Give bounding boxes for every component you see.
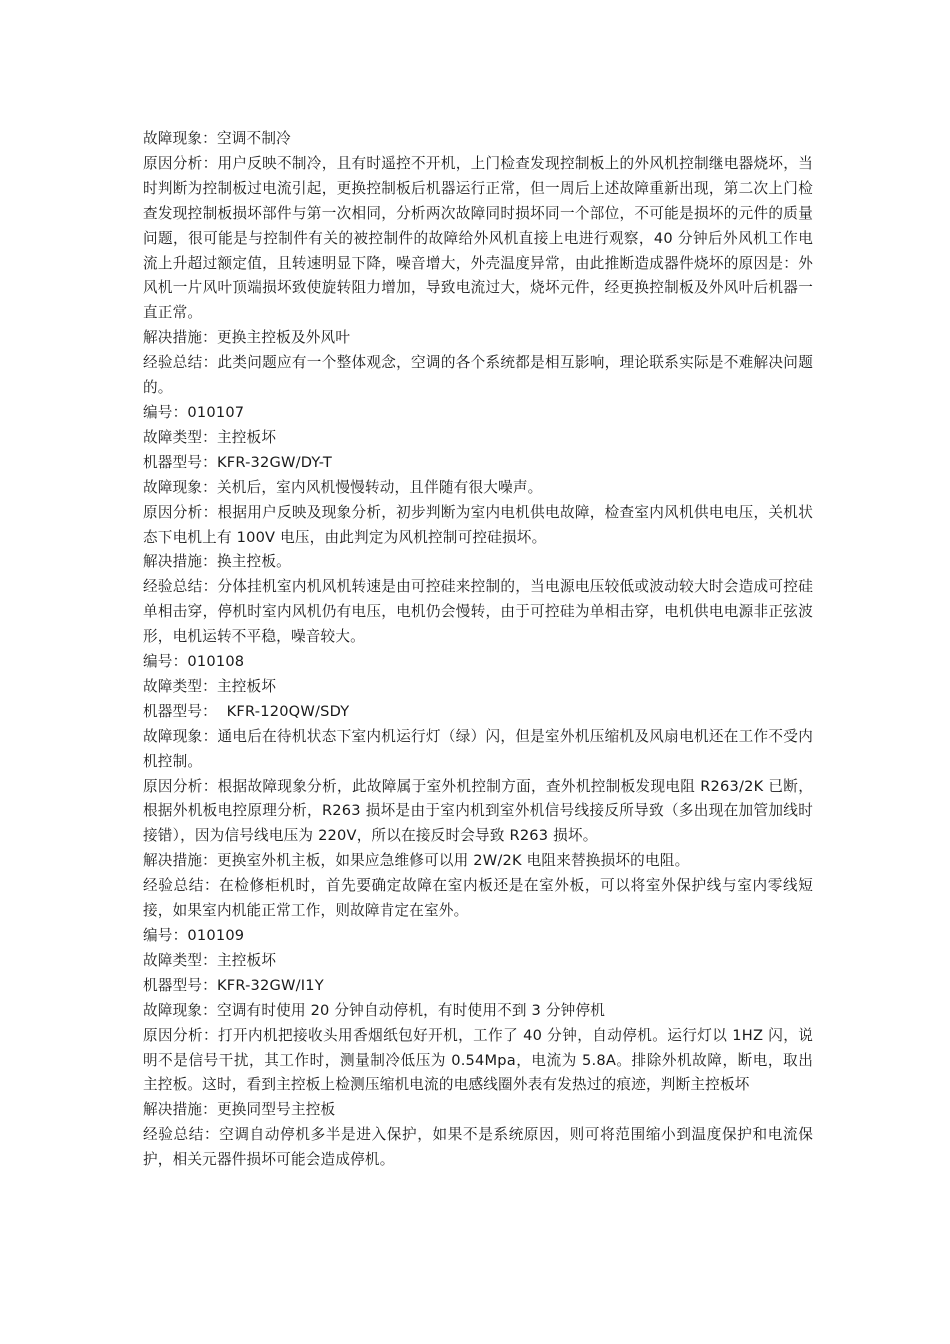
experience-summary-010107: 经验总结：分体挂机室内机风机转速是由可控硅来控制的，当电源电压较低或波动较大时会造成可控硅单相击穿，停机时室内风机仍有电压，电机仍会慢转，由于可控硅为单相击穿，电机供电电源非正弦波形，电机运转不平稳，噪音较大。 — [143, 578, 813, 646]
cause-analysis-1: 原因分析：用户反映不制冷，且有时遥控不开机，上门检查发现控制板上的外风机控制继电器烧坏，当时判断为控制板过电流引起，更换控制板后机器运行正常，但一周后上述故障重新出现，第二次上门检查发现控制板损坏部件与第一次相同，分析两次故障同时损坏同一个部位，不可能是损坏的元件的质量问题，很可能是与控制件有关的被控制件的故障给外风机直接上电进行观察，40 分钟后外风机工作电流上升超过额定值，且转速明显下降，噪音增大，外壳温度异常，由此推断造成器件烧坏的原因是：外风机一片风叶顶端损坏致使旋转阻力增加，导致电流过大，烧坏元件，经更换控制板及外风叶后机器一直正常。 — [143, 154, 813, 322]
document-body — [143, 127, 813, 1173]
solution-1: 解决措施：更换主控板及外风叶 — [143, 329, 351, 347]
experience-summary-010108: 经验总结：在检修柜机时，首先要确定故障在室内板还是在室外板，可以将室外保护线与室内零线短接，如果室内机能正常工作，则故障肯定在室外。 — [143, 877, 813, 920]
fault-symptom-010109: 故障现象：空调有时使用 20 分钟自动停机，有时使用不到 3 分钟停机 — [143, 1001, 606, 1019]
machine-model-010109: 机器型号：KFR-32GW/I1Y — [143, 976, 324, 994]
solution-010108: 解决措施：更换室外机主板，如果应急维修可以用 2W/2K 电阻来替换损坏的电阻。 — [143, 852, 690, 870]
fault-type-010108: 故障类型：主控板坏 — [143, 677, 277, 695]
fault-type-010109: 故障类型：主控板坏 — [143, 951, 277, 969]
machine-model-010108: 机器型号： KFR-120QW/SDY — [143, 702, 350, 720]
case-number-010109: 编号：010109 — [143, 927, 245, 944]
fault-symptom-1: 故障现象：空调不制冷 — [143, 130, 291, 147]
experience-summary-010109: 经验总结：空调自动停机多半是进入保护，如果不是系统原因，则可将范围缩小到温度保护和电流保护，相关元器件损坏可能会造成停机。 — [143, 1126, 813, 1169]
cause-analysis-010107: 原因分析：根据用户反映及现象分析，初步判断为室内电机供电故障，检查室内风机供电电压，关机状态下电机上有 100V 电压，由此判定为风机控制可控硅损坏。 — [143, 503, 813, 546]
fault-symptom-010108: 故障现象：通电后在待机状态下室内机运行灯（绿）闪，但是室外机压缩机及风扇电机还在工作不受内机控制。 — [143, 727, 813, 770]
fault-symptom-010107: 故障现象：关机后，室内风机慢慢转动，且伴随有很大噪声。 — [143, 478, 543, 496]
experience-summary-1: 经验总结：此类问题应有一个整体观念，空调的各个系统都是相互影响，理论联系实际是不难解决问题的。 — [143, 354, 813, 397]
case-number-010108: 编号：010108 — [143, 653, 245, 671]
fault-type-010107: 故障类型：主控板坏 — [143, 428, 277, 446]
cause-analysis-010109: 原因分析：打开内机把接收头用香烟纸包好开机，工作了 40 分钟，自动停机。运行灯以 1HZ 闪，说明不是信号干扰，其工作时，测量制冷低压为 0.54Mpa，电流为 5.8A。排除外机故障，断电，取出主控板。这时，看到主控板上检测压缩机电流的电感线圈外表有发热过的痕迹，判断主控板坏 — [143, 1026, 813, 1094]
solution-010109: 解决措施：更换同型号主控板 — [143, 1101, 336, 1119]
cause-analysis-010108: 原因分析：根据故障现象分析，此故障属于室外机控制方面，查外机控制板发现电阻 R263/2K 已断，根据外机板电控原理分析，R263 损坏是由于室内机到室外机信号线接反所导致（多出现在加管加线时接错），因为信号线电压为 220V，所以在接反时会导致 R263 损坏。 — [143, 777, 813, 845]
case-number-010107: 编号：010107 — [143, 403, 245, 421]
solution-010107: 解决措施：换主控板。 — [143, 553, 291, 571]
machine-model-010107: 机器型号：KFR-32GW/DY-T — [143, 453, 333, 471]
